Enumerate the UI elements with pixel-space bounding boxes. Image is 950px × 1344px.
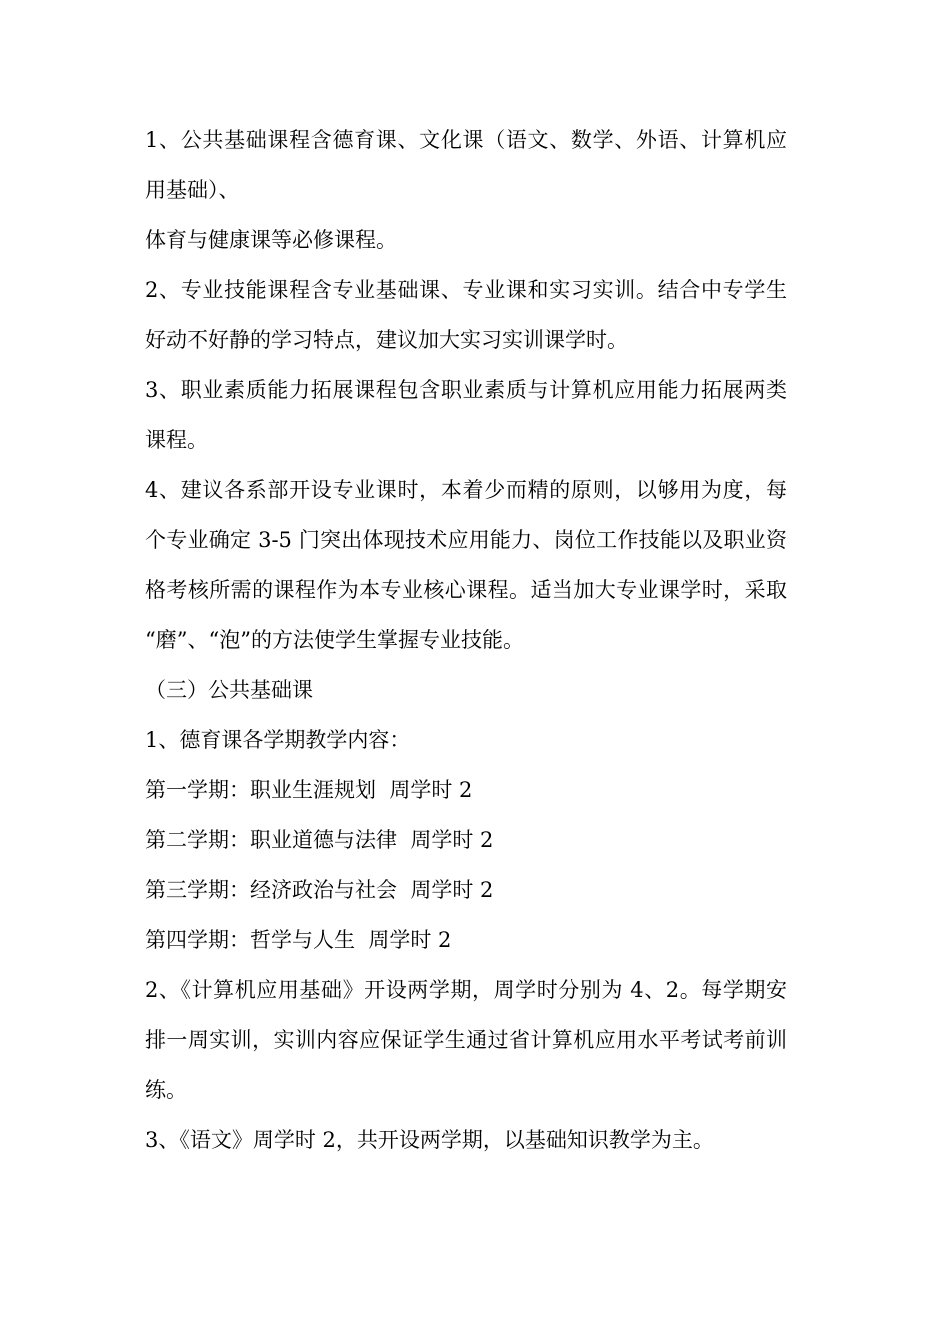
paragraph-line: 好动不好静的学习特点，建议加大实习实训课学时。 <box>145 328 628 352</box>
document-body <box>145 115 787 1165</box>
semester-line: 第四学期：哲学与人生 周学时 2 <box>145 928 452 952</box>
paragraph-line: 体育与健康课等必修课程。 <box>145 228 397 252</box>
semester-line: 第一学期：职业生涯规划 周学时 2 <box>145 778 473 802</box>
paragraph-line: 排一周实训，实训内容应保证学生通过省计算机应用水平考试考前训 <box>145 1028 787 1052</box>
semester-line: 第二学期：职业道德与法律 周学时 2 <box>145 828 494 852</box>
paragraph-line: 格考核所需的课程作为本专业核心课程。适当加大专业课学时，采取 <box>145 578 787 602</box>
paragraph-line: 2、《计算机应用基础》开设两学期，周学时分别为 4、2。每学期安 <box>145 978 787 1002</box>
paragraph-line: 课程。 <box>145 428 208 452</box>
paragraph-line: 用基础）、 <box>145 178 240 202</box>
paragraph-line: 1、公共基础课程含德育课、文化课（语文、数学、外语、计算机应 <box>145 128 787 152</box>
paragraph-line: “磨”、“泡”的方法使学生掌握专业技能。 <box>145 628 524 652</box>
paragraph-line: 3、《语文》周学时 2，共开设两学期，以基础知识教学为主。 <box>145 1128 714 1152</box>
paragraph-line: 3、职业素质能力拓展课程包含职业素质与计算机应用能力拓展两类 <box>145 378 787 402</box>
paragraph-line: 练。 <box>145 1078 187 1102</box>
section-heading: （三）公共基础课 <box>145 678 313 702</box>
paragraph-line: 2、专业技能课程含专业基础课、专业课和实习实训。结合中专学生 <box>145 278 787 302</box>
paragraph-line: 个专业确定 3-5 门突出体现技术应用能力、岗位工作技能以及职业资 <box>145 528 787 552</box>
semester-line: 第三学期：经济政治与社会 周学时 2 <box>145 878 494 902</box>
paragraph-line: 1、德育课各学期教学内容： <box>145 728 411 752</box>
paragraph-line: 4、建议各系部开设专业课时，本着少而精的原则，以够用为度，每 <box>145 478 787 502</box>
